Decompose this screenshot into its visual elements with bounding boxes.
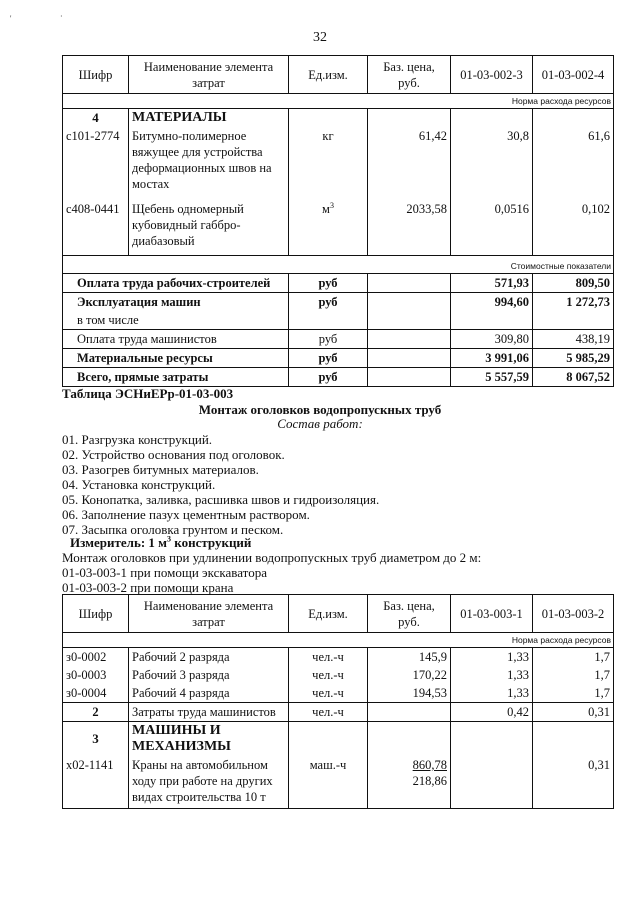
cost-name: Эксплуатация машин: [63, 292, 289, 311]
work-step: 01. Разгрузка конструкций.: [62, 432, 213, 447]
cost-unit: руб: [289, 329, 368, 348]
cost-value-2: 1 272,73: [533, 292, 614, 311]
row-name: Битумно-полимерное вяжущее для устройства деформационных швов на мостах: [129, 127, 289, 193]
work-step: 06. Заполнение пазух цементным раствором.: [62, 507, 310, 522]
section-title: МАТЕРИАЛЫ: [129, 109, 289, 128]
header-col2: 01-03-003-2: [533, 595, 614, 633]
cost-name: Оплата труда машинистов: [63, 329, 289, 348]
work-step: 03. Разогрев битумных материалов.: [62, 462, 259, 477]
header-col1: 01-03-002-3: [451, 56, 533, 94]
header-col1: 01-03-003-1: [451, 595, 533, 633]
row-name: Рабочий 2 разряда: [129, 648, 289, 667]
work-step: 05. Конопатка, заливка, расшивка швов и гидроизоляция.: [62, 492, 380, 507]
header-unit: Ед.изм.: [289, 595, 368, 633]
row-unit: чел.-ч: [289, 703, 368, 722]
row-price: 170,22: [368, 666, 451, 684]
header-name: Наименование элемента затрат: [129, 56, 289, 94]
header-code: Шифр: [63, 56, 129, 94]
row-price: 145,9: [368, 648, 451, 667]
row-unit: $м^3$: [289, 193, 368, 255]
cost-value-2: 438,19: [533, 329, 614, 348]
row-value-2: 0,102: [533, 193, 614, 255]
cost-unit: руб: [289, 348, 368, 367]
description: Монтаж оголовков при удлинении водопропускных труб диаметром до 2 м:: [62, 550, 482, 565]
cost-value-1: 994,60: [451, 292, 533, 311]
row-unit: чел.-ч: [289, 666, 368, 684]
cost-name: Материальные ресурсы: [63, 348, 289, 367]
row-value-2: 1,7: [533, 684, 614, 703]
page-number: 32: [313, 30, 327, 45]
work-step: 02. Устройство основания под оголовок.: [62, 447, 285, 462]
cost-value-1: 571,93: [451, 273, 533, 292]
variant: 01-03-003-2 при помощи крана: [62, 580, 234, 595]
row-unit: кг: [289, 127, 368, 193]
cost-value-2: 8 067,52: [533, 367, 614, 386]
cost-value-1: 309,80: [451, 329, 533, 348]
row-code: 2: [63, 703, 129, 722]
row-name: Затраты труда машинистов: [129, 703, 289, 722]
scan-speck: ': [10, 14, 12, 23]
row-code: с408-0441: [63, 193, 129, 255]
cost-name: Всего, прямые затраты: [63, 367, 289, 386]
variant: 01-03-003-1 при помощи экскаватора: [62, 565, 267, 580]
composition-label: Состав работ:: [277, 416, 363, 431]
section-number: 3: [63, 722, 129, 757]
header-price: Баз. цена, руб.: [368, 56, 451, 94]
row-value-1: 30,8: [451, 127, 533, 193]
row-value-2: 61,6: [533, 127, 614, 193]
cost-label: Стоимостные показатели: [63, 255, 614, 273]
row-value-1: 1,33: [451, 684, 533, 703]
row-code: з0-0003: [63, 666, 129, 684]
row-value-1: [451, 756, 533, 808]
row-code: з0-0004: [63, 684, 129, 703]
row-price: 194,53: [368, 684, 451, 703]
norm-label: Норма расхода ресурсов: [63, 633, 614, 648]
cost-value-2: 809,50: [533, 273, 614, 292]
row-code: с101-2774: [63, 127, 129, 193]
row-name: Рабочий 4 разряда: [129, 684, 289, 703]
header-unit: Ед.изм.: [289, 56, 368, 94]
row-price: 2033,58: [368, 193, 451, 255]
row-code: з0-0002: [63, 648, 129, 667]
header-code: Шифр: [63, 595, 129, 633]
header-name: Наименование элемента затрат: [129, 595, 289, 633]
row-name: Щебень одномерный кубовидный габбро-диабазовый: [129, 193, 289, 255]
cost-name: в том числе: [63, 311, 289, 330]
row-value-1: 1,33: [451, 648, 533, 667]
work-step: 04. Установка конструкций.: [62, 477, 216, 492]
row-value-2: 0,31: [533, 703, 614, 722]
row-value-1: 1,33: [451, 666, 533, 684]
row-name: Краны на автомобильном ходу при работе на других видах строительства 10 т: [129, 756, 289, 808]
section-number: 4: [63, 109, 129, 128]
materials-table: [62, 55, 614, 387]
subtitle: Монтаж оголовков водопропускных труб: [198, 402, 442, 417]
row-unit: чел.-ч: [289, 684, 368, 703]
section-title: МАШИНЫ И МЕХАНИЗМЫ: [129, 722, 289, 757]
cost-unit: руб: [289, 273, 368, 292]
meter: Измеритель: 1 $м^3$ конструкций: [70, 534, 252, 550]
row-name: Рабочий 3 разряда: [129, 666, 289, 684]
row-code: х02-1141: [63, 756, 129, 808]
scan-speck: ·: [60, 12, 63, 21]
cost-unit: руб: [289, 367, 368, 386]
header-col2: 01-03-002-4: [533, 56, 614, 94]
resources-table: [62, 594, 614, 809]
header-price: Баз. цена, руб.: [368, 595, 451, 633]
table-title: Таблица ЭСНиЕРр-01-03-003: [62, 386, 234, 401]
row-value-2: 1,7: [533, 666, 614, 684]
row-unit: маш.-ч: [289, 756, 368, 808]
row-unit: чел.-ч: [289, 648, 368, 667]
row-price: 61,42: [368, 127, 451, 193]
cost-name: Оплата труда рабочих-строителей: [63, 273, 289, 292]
row-value-2: 1,7: [533, 648, 614, 667]
work-step: 07. Засыпка оголовка грунтом и песком.: [62, 522, 284, 537]
cost-value-2: 5 985,29: [533, 348, 614, 367]
cost-value-1: 5 557,59: [451, 367, 533, 386]
cost-value-1: 3 991,06: [451, 348, 533, 367]
row-price: 860,78 218,86: [368, 756, 451, 808]
cost-unit: руб: [289, 292, 368, 311]
row-value-1: 0,0516: [451, 193, 533, 255]
row-value-1: 0,42: [451, 703, 533, 722]
row-value-2: 0,31: [533, 756, 614, 808]
norm-label: Норма расхода ресурсов: [63, 94, 614, 109]
